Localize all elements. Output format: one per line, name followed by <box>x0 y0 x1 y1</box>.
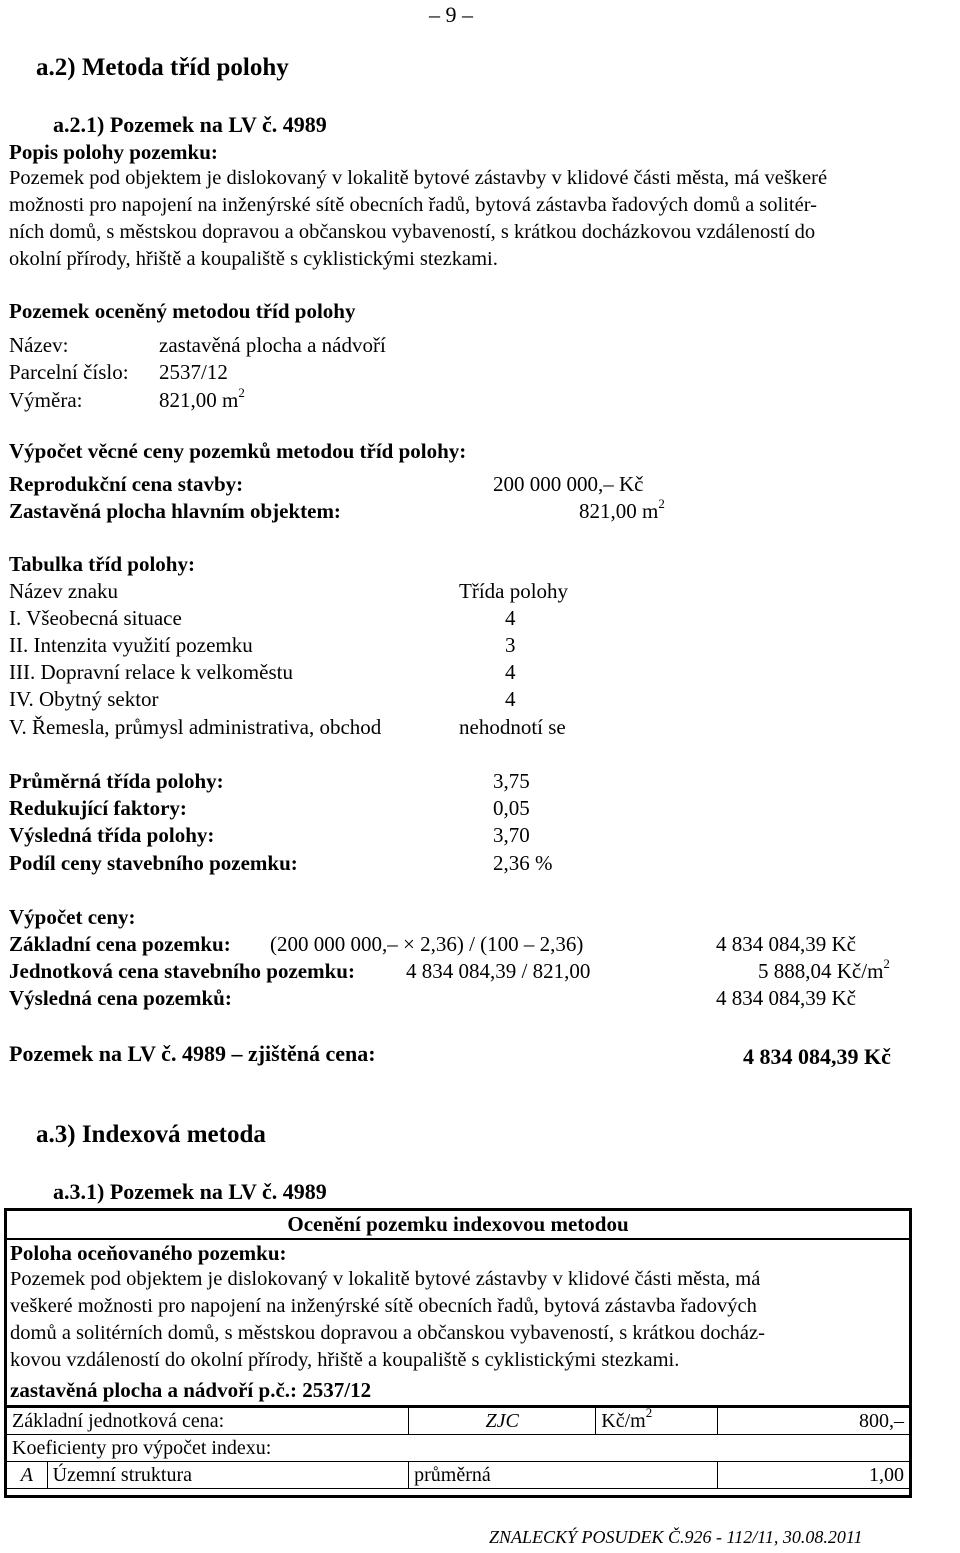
table-row-value: 4 <box>505 660 516 684</box>
table-row <box>7 1408 909 1435</box>
table-row-value: 3 <box>505 633 516 657</box>
index-table <box>7 1407 909 1489</box>
summary-label: Průměrná třída polohy: <box>9 769 224 793</box>
summary-label: Výsledná třída polohy: <box>9 823 215 847</box>
unit-price-formula: 4 834 084,39 / 821,00 <box>406 959 591 983</box>
col-header-class: Třída polohy <box>459 579 569 603</box>
location-line: domů a solitérních domů, s městskou dopravou a občanskou vybaveností, s krátkou docház- <box>10 1322 765 1344</box>
table-row-value: nehodnotí se <box>459 715 566 739</box>
description-line: okolní přírody, hřiště a koupaliště s cyklistickými stezkami. <box>9 248 498 270</box>
zjc-value: 800,– <box>717 1408 909 1435</box>
zast-label: Zastavěná plocha hlavním objektem: <box>9 499 341 523</box>
summary-value: 0,05 <box>493 796 530 820</box>
repro-label: Reprodukční cena stavby: <box>9 472 244 496</box>
description-line: Pozemek pod objektem je dislokovaný v lokalitě bytové zástavby v klidové části města, má veškeré <box>9 167 828 189</box>
subsection-heading-a31: a.3.1) Pozemek na LV č. 4989 <box>53 1179 327 1204</box>
zjc-unit: $Kč/m^2$ <box>596 1408 717 1435</box>
summary-value: 3,70 <box>493 823 530 847</box>
section-heading-a3: a.3) Indexová metoda <box>36 1121 266 1148</box>
valued-title: Pozemek oceněný metodou tříd polohy <box>9 299 356 323</box>
page-number: – 9 – <box>429 2 473 27</box>
section-heading-a2: a.2) Metoda tříd polohy <box>36 54 289 81</box>
summary-label: Redukující faktory: <box>9 796 187 820</box>
vymera-value: 821,00 $m^2$ <box>159 385 245 412</box>
table-row-value: 4 <box>505 687 516 711</box>
table-row-name: V. Řemesla, průmysl administrativa, obchod <box>9 715 382 739</box>
final-price-value: 4 834 084,39 Kč <box>743 1044 891 1069</box>
table-row-name: III. Dopravní relace k velkoměstu <box>9 660 293 684</box>
table-row-name: I. Všeobecná situace <box>9 606 182 630</box>
table-row-name: IV. Obytný sektor <box>9 687 159 711</box>
summary-label: Podíl ceny stavebního pozemku: <box>9 851 298 875</box>
table-row <box>7 1435 909 1462</box>
description-line: možnosti pro napojení na inženýrské sítě obecních řadů, bytová zástavba řadových domů a solitér- <box>9 194 817 216</box>
location-line: Pozemek pod objektem je dislokovaný v lokalitě bytové zástavby v klidové části města, má <box>10 1268 761 1290</box>
nazev-label: Název: <box>9 333 69 357</box>
location-line: kovou vzdáleností do okolní přírody, hřiště a koupaliště s cyklistickými stezkami. <box>10 1349 680 1371</box>
table-row <box>7 1462 909 1489</box>
coef-label: Koeficienty pro výpočet indexu: <box>7 1435 909 1462</box>
parcel-label: Parcelní číslo: <box>9 360 129 384</box>
table-row-name: II. Intenzita využití pozemku <box>9 633 253 657</box>
nazev-value: zastavěná plocha a nádvoří <box>159 333 386 357</box>
coef-name: Územní struktura <box>47 1462 409 1489</box>
box-divider <box>7 1238 909 1240</box>
repro-value: 200 000 000,– Kč <box>493 472 644 496</box>
col-header-name: Název znaku <box>9 579 119 603</box>
base-price-formula: (200 000 000,– × 2,36) / (100 – 2,36) <box>270 932 584 956</box>
base-price-label: Základní cena pozemku: <box>9 932 231 956</box>
footer: ZNALECKÝ POSUDEK Č.926 - 112/11, 30.08.2011 <box>489 1527 863 1547</box>
location-label: Poloha oceňovaného pozemku: <box>10 1241 287 1265</box>
table-title: Tabulka tříd polohy: <box>9 552 195 576</box>
box-title: Ocenění pozemku indexovou metodou <box>287 1212 629 1236</box>
subsection-heading-a21: a.2.1) Pozemek na LV č. 4989 <box>53 112 327 137</box>
vymera-label: Výměra: <box>9 388 83 412</box>
zast-value: 821,00 $m^2$ <box>579 496 665 523</box>
zjc-label: Základní jednotková cena: <box>7 1408 409 1435</box>
description-line: ních domů, s městskou dopravou a občanskou vybaveností, s krátkou docházkovou vzdáleností do <box>9 221 816 243</box>
base-price-value: 4 834 084,39 Kč <box>716 932 856 956</box>
coef-grade: průměrná <box>409 1462 718 1489</box>
summary-value: 2,36 % <box>493 851 553 875</box>
coef-code: A <box>7 1462 47 1489</box>
parcel-value: 2537/12 <box>159 360 228 384</box>
summary-value: 3,75 <box>493 769 530 793</box>
unit-price-label: Jednotková cena stavebního pozemku: <box>9 959 355 983</box>
unit-price-value: 5 888,04 $Kč/m^2$ <box>758 956 890 983</box>
coef-value: 1,00 <box>717 1462 909 1489</box>
description-label: Popis polohy pozemku: <box>9 140 218 164</box>
final-price-label: Pozemek na LV č. 4989 – zjištěná cena: <box>9 1041 376 1066</box>
calc-title: Výpočet věcné ceny pozemků metodou tříd polohy: <box>9 439 467 463</box>
zjc-abbr: ZJC <box>409 1408 596 1435</box>
location-line: veškeré možnosti pro napojení na inženýrské sítě obecních řadů, bytová zástavba řadových <box>10 1295 757 1317</box>
table-row-value: 4 <box>505 606 516 630</box>
parcel-line: zastavěná plocha a nádvoří p.č.: 2537/12 <box>10 1378 372 1402</box>
result-price-value: 4 834 084,39 Kč <box>716 986 856 1010</box>
price-title: Výpočet ceny: <box>9 905 136 929</box>
result-price-label: Výsledná cena pozemků: <box>9 986 232 1010</box>
